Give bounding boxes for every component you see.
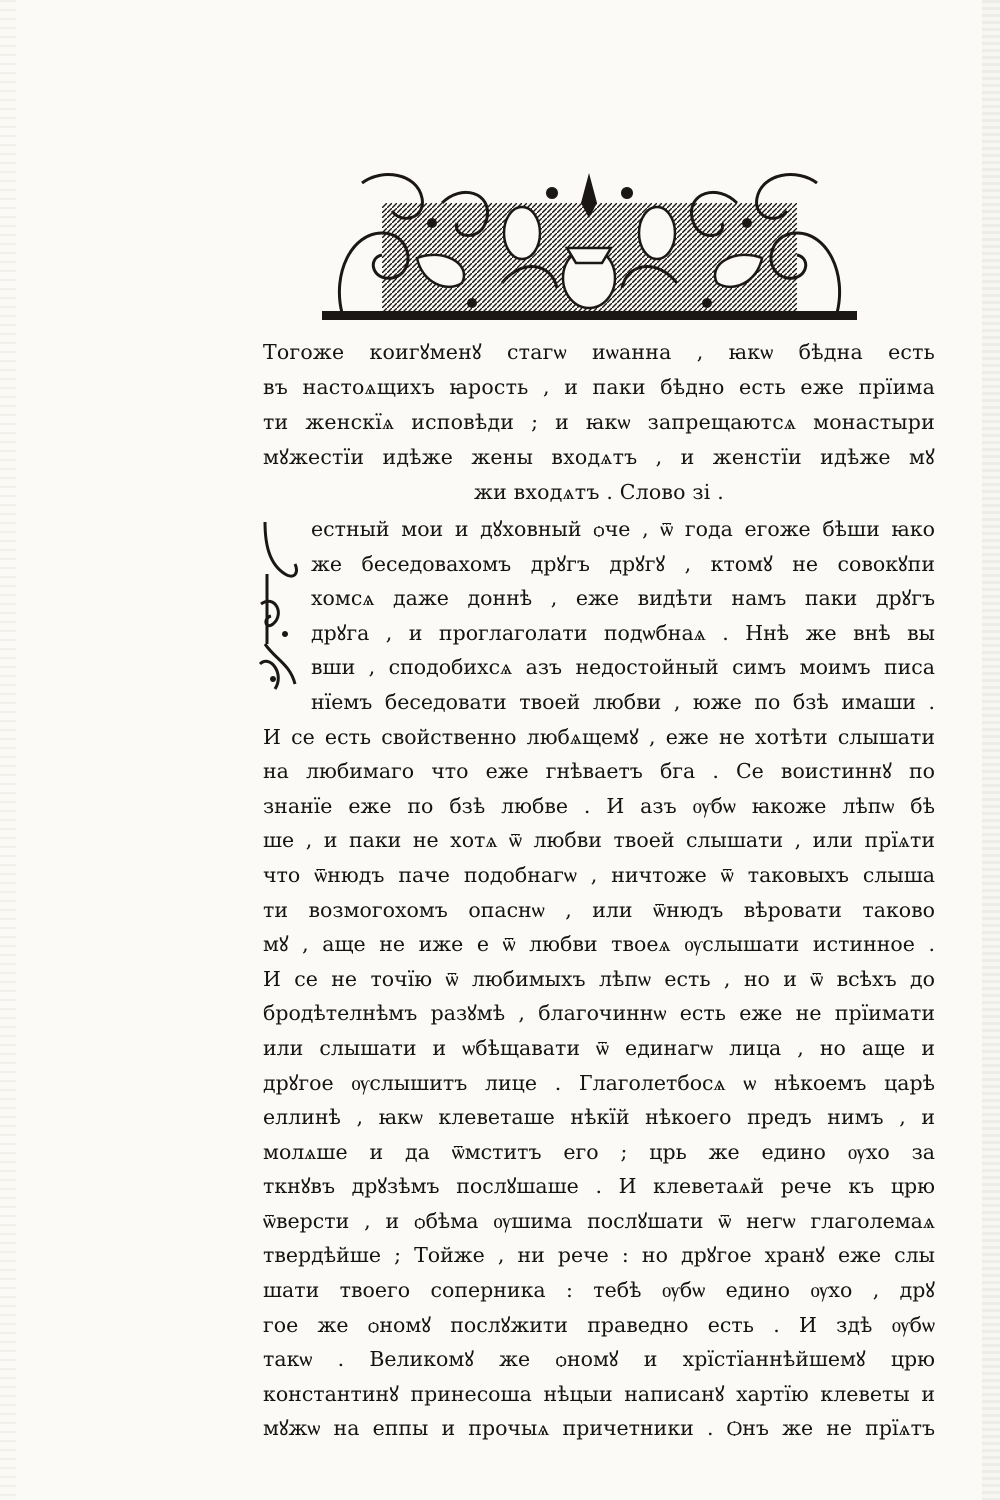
text-line: ткнꙋвъ дрꙋзѣмъ послꙋшаше . И клеветаѧй рече къ црю — [263, 1174, 935, 1199]
text-line: естный мои и дꙋховный ѻче , ѿ года егоже бѣши ꙗко — [311, 517, 935, 541]
text-line: знанїе еже по бзѣ любве . И азъ ѹбѡ ꙗкоже лѣпѡ бѣ — [263, 793, 935, 818]
text-line: что ѿнюдъ паче подобнагѡ , ничтоже ѿ таковыхъ слыша — [263, 862, 935, 887]
chapter-heading — [263, 335, 935, 510]
page-right-edge — [982, 0, 1000, 1500]
text-line: еллинѣ , ꙗкѡ клеветаше нѣкїй нѣкоего предъ нимъ , и — [263, 1105, 935, 1130]
text-line: ти возмогохомъ опаснѡ , или ѿнюдъ вѣровати таково — [263, 897, 935, 922]
text-line: же беседовахомъ дрꙋгъ дрꙋгꙋ , ктомꙋ не совокꙋпи — [311, 551, 935, 576]
text-line: И се есть свойственно любѧщемꙋ , еже не хотѣти слышати — [263, 724, 935, 749]
page-left-edge — [0, 0, 16, 1500]
heading-line: въ настоѧщихъ ꙗрость , и паки бѣдно есть еже прїима — [263, 375, 935, 399]
text-line: И се не точїю ѿ любимыхъ лѣпѡ есть , но и ѿ всѣхъ до — [263, 966, 935, 991]
text-line: шати твоего соперника : тебѣ ѹбѡ едино ѹхо , дрꙋ — [263, 1278, 935, 1303]
heading-line: мꙋжестїи идѣже жены входѧтъ , и женстїи идѣже мꙋ — [263, 445, 935, 469]
text-line: константинꙋ принесоша нѣцыи написанꙋ хартїю клеветы и — [263, 1381, 935, 1406]
text-line: такѡ . Великомꙋ же ѻномꙋ и хрїстїаннѣйшемꙋ црю — [263, 1347, 935, 1372]
text-line: хомсѧ даже доннѣ , еже видѣти намъ паки дрꙋгъ — [311, 586, 935, 611]
text-line: мꙋжѡ на еппы и прочыѧ причетники . Ѻнъ же не прїѧтъ — [263, 1416, 935, 1441]
text-line: ѿверсти , и ѻбѣма ѹшима послꙋшати ѿ негѡ глаголемаѧ — [263, 1208, 935, 1233]
text-line: на любимаго что еже гнѣваетъ бга . Се воистиннꙋ по — [263, 759, 935, 784]
page-text — [263, 335, 935, 1446]
text-line: дрꙋга , и проглаголати подѡбнаѧ . Ннѣ же внѣ вы — [311, 620, 935, 645]
text-line: вши , сподобихсѧ азъ недостойный симъ моимъ писа — [311, 655, 935, 680]
text-line: твердѣйше ; Тойже , ни рече : но дрꙋгое хранꙋ еже слы — [263, 1243, 935, 1268]
text-line: гое же ѻномꙋ послꙋжити праведно есть . И здѣ ѹбѡ — [263, 1312, 935, 1337]
decorated-initial — [255, 514, 315, 694]
text-line: бродѣтелнѣмъ разꙋмѣ , благочиннѡ есть еже не прїимати — [263, 1001, 935, 1026]
ornamental-headpiece — [322, 163, 857, 328]
heading-line: Тогоже коигꙋменꙋ стагѡ иѡанна , ꙗкѡ бѣдна есть — [263, 340, 935, 364]
text-line: молѧше и да ѿмститъ его ; црь же едино ѹхо за — [263, 1139, 935, 1164]
text-line: или слышати и ѡбѣщавати ѿ единагѡ лица , но аще и — [263, 1035, 935, 1060]
heading-line: жи входѧтъ . Слово зі . — [474, 480, 724, 504]
heading-line: ти женскїѧ исповѣди ; и ꙗкѡ запрещаютсѧ монастыри — [263, 410, 935, 434]
text-line: мꙋ , аще не иже е ѿ любви твоеѧ ѹслышати истинное . — [263, 932, 935, 957]
text-line: ше , и паки не хотѧ ѿ любви твоей слышати , или прїѧти — [263, 828, 935, 853]
text-line: нїемъ беседовати твоей любви , юже по бзѣ имаши . — [311, 689, 935, 714]
body-text — [263, 512, 935, 1446]
text-line: дрꙋгое ѹслышитъ лице . Глаголетбосѧ ѡ нѣкоемъ царѣ — [263, 1070, 935, 1095]
